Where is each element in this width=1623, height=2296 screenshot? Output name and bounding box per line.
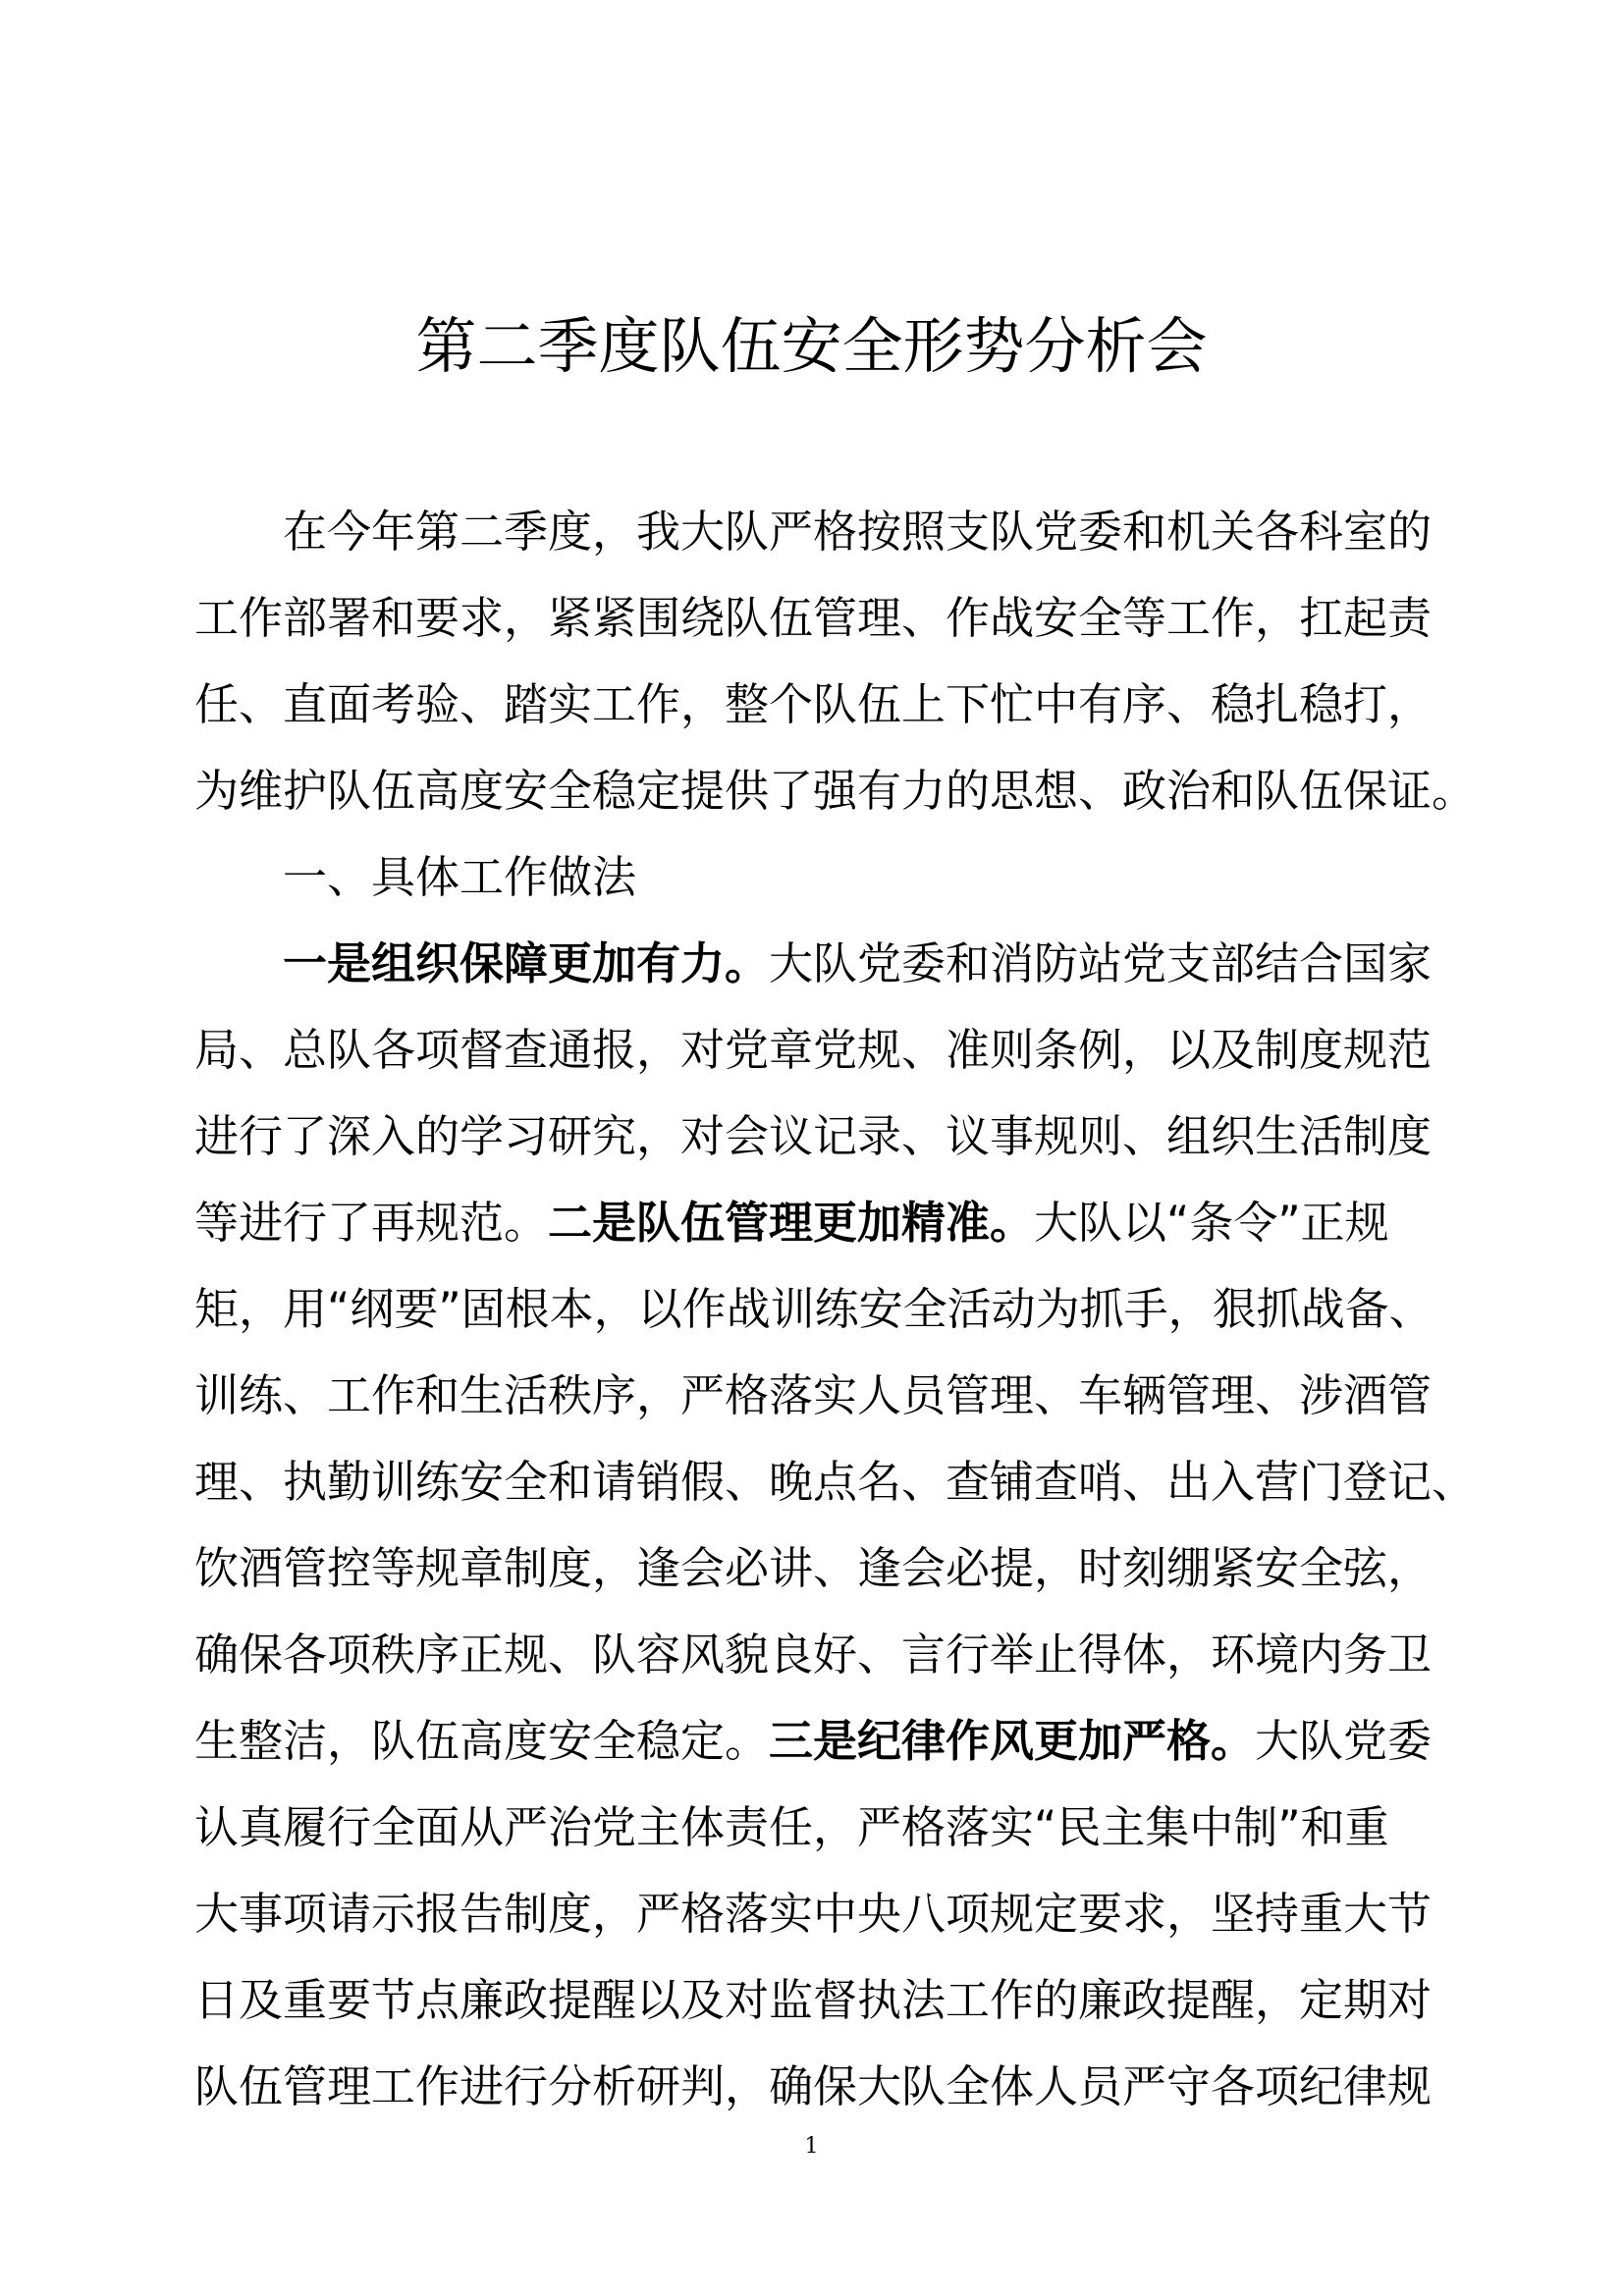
text-line [194,1180,1471,1266]
text-line [194,489,1471,575]
bold-heading-text: 二是队伍管理更加精准。 [548,1197,1035,1249]
text-line [194,921,1471,1007]
text-line [194,1266,1471,1353]
text-line [194,575,1471,662]
body-text: 大队以“条令”正规 [1034,1197,1389,1249]
text-line [194,1353,1471,1439]
body-text: 饮酒管控等规章制度，逢会必讲、逢会必提，时刻绷紧安全弦， [194,1542,1433,1594]
text-line [194,1439,1477,1525]
page-number: 1 [804,2134,819,2159]
text-line [194,1007,1471,1094]
body-text: 认真履行全面从严治党主体责任，严格落实“民主集中制”和重 [194,1801,1389,1853]
text-line [194,2044,1471,2130]
body-text: 确保各项秩序正规、队容风貌良好、言行举止得体，环境内务卫 [194,1629,1433,1681]
text-line [194,1094,1471,1180]
text-line [194,1785,1471,1871]
text-line [194,748,1477,834]
body-text: 为维护队伍高度安全稳定提供了强有力的思想、政治和队伍保证。 [194,765,1477,817]
body-text: 生整洁，队伍高度安全稳定。 [194,1715,770,1767]
body-text: 理、执勤训练安全和请销假、晚点名、查铺查哨、出入营门登记、 [194,1456,1477,1508]
text-line [194,1957,1471,2044]
document-title: 第二季度队伍安全形势分析会 [415,310,1208,382]
text-line [194,1698,1471,1785]
body-text: 队伍管理工作进行分析研判，确保大队全体人员严守各项纪律规 [194,2060,1433,2112]
body-text: 一、具体工作做法 [283,851,637,903]
body-text: 任、直面考验、踏实工作，整个队伍上下忙中有序、稳扎稳打， [194,678,1433,730]
body-text: 大队党委 [1255,1715,1433,1767]
document-body [194,489,1477,2130]
body-text: 矩，用“纲要”固根本，以作战训练安全活动为抓手，狠抓战备、 [194,1283,1434,1335]
body-text: 局、总队各项督查通报，对党章党规、准则条例，以及制度规范 [194,1024,1433,1076]
text-line [194,1871,1471,1957]
body-text: 等进行了再规范。 [194,1197,549,1249]
text-line [194,834,1471,921]
body-text: 大事项请示报告制度，严格落实中央八项规定要求，坚持重大节 [194,1888,1433,1940]
bold-heading-text: 三是纪律作风更加严格。 [769,1715,1256,1767]
bold-heading-text: 一是组织保障更加有力。 [283,937,770,989]
body-text: 日及重要节点廉政提醒以及对监督执法工作的廉政提醒，定期对 [194,1974,1433,2026]
body-text: 训练、工作和生活秩序，严格落实人员管理、车辆管理、涉酒管 [194,1369,1433,1421]
body-text: 大队党委和消防站党支部结合国家 [769,937,1433,989]
body-text: 进行了深入的学习研究，对会议记录、议事规则、组织生活制度 [194,1110,1433,1162]
text-line [194,1525,1471,1612]
text-line [194,1612,1471,1698]
body-text: 在今年第二季度，我大队严格按照支队党委和机关各科室的 [283,506,1433,558]
text-line [194,662,1471,748]
body-text: 工作部署和要求，紧紧围绕队伍管理、作战安全等工作，扛起责 [194,592,1433,644]
